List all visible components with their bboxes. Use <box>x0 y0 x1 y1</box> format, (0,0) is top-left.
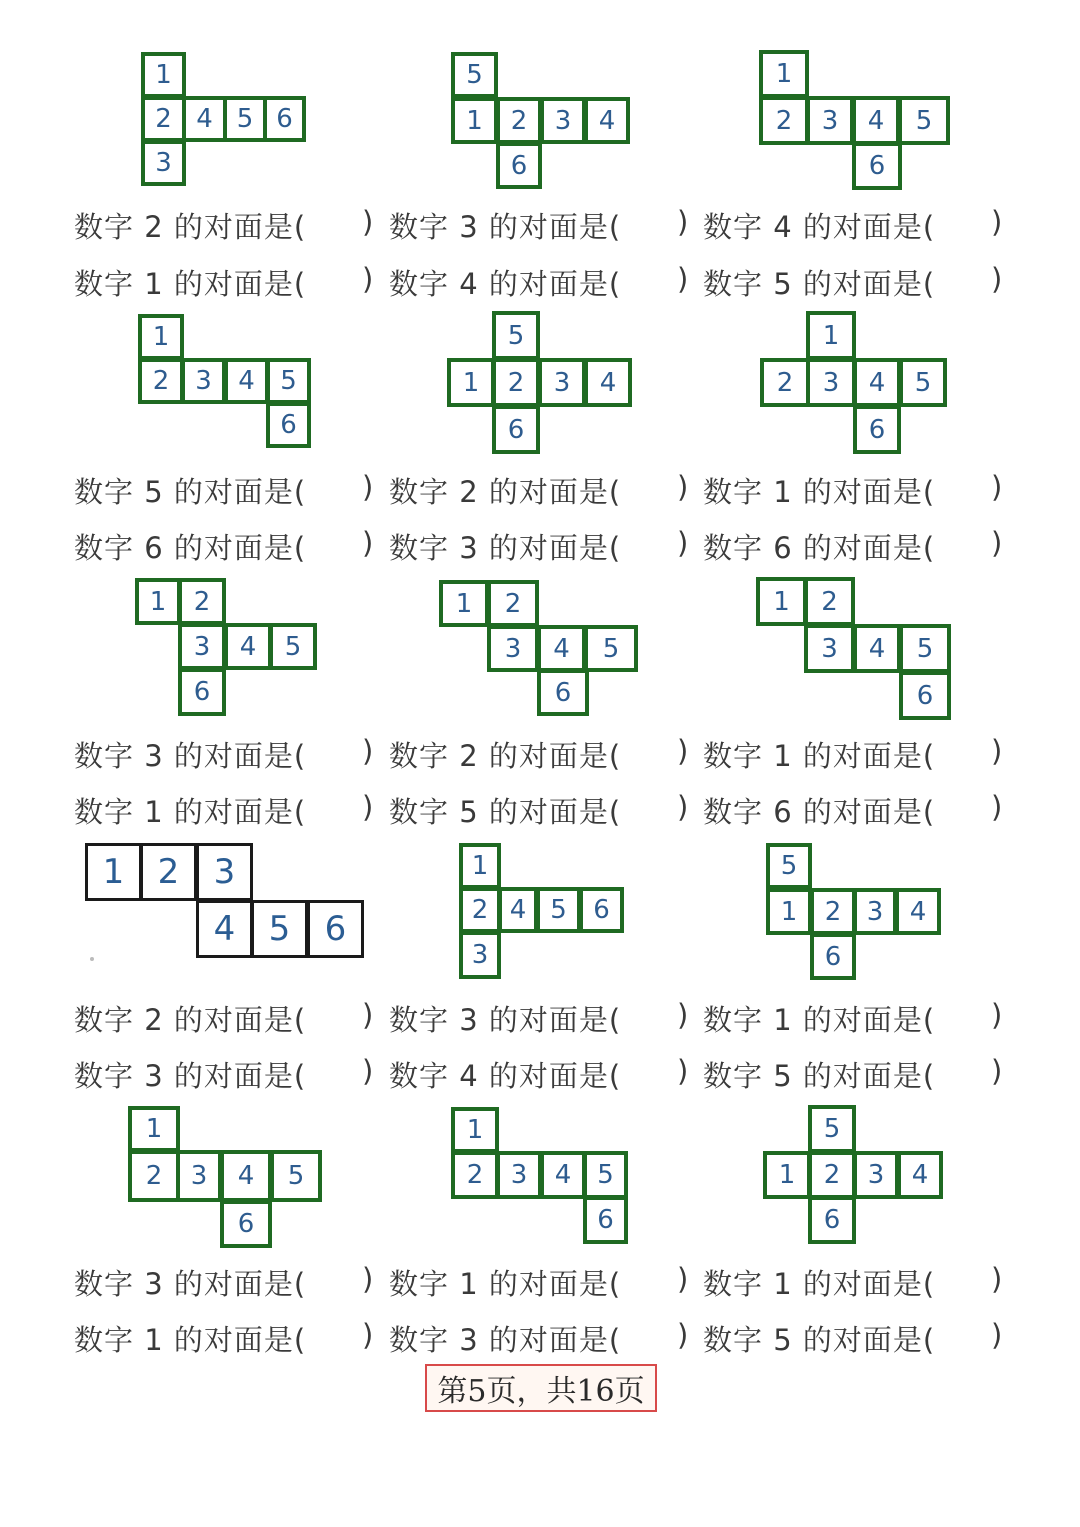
net-cell: 4 <box>584 97 630 144</box>
net-cell: 6 <box>808 1196 856 1244</box>
net-cell: 3 <box>853 888 897 935</box>
net-cell: 1 <box>128 1106 180 1152</box>
net-cell: 4 <box>196 900 253 958</box>
question-suffix: 的对面是( <box>173 267 307 301</box>
question-line <box>389 1262 690 1303</box>
question-prefix: 数字 <box>703 1323 764 1357</box>
net-cell: 3 <box>181 358 226 404</box>
net-cell: 5 <box>584 625 638 672</box>
question-suffix: 的对面是( <box>173 739 307 773</box>
net-cell: 2 <box>759 96 809 145</box>
question-number: 1 <box>763 475 803 509</box>
question-suffix: 的对面是( <box>802 739 936 773</box>
question-prefix: 数字 <box>74 1323 135 1357</box>
net-cell: 2 <box>808 1151 856 1199</box>
question-number: 4 <box>449 267 489 301</box>
net-cell: 5 <box>451 52 498 98</box>
question-line <box>389 1318 690 1359</box>
question-line <box>74 734 375 775</box>
question-prefix: 数字 <box>703 210 764 244</box>
question-suffix: 的对面是( <box>488 1323 622 1357</box>
question-prefix: 数字 <box>74 1267 135 1301</box>
answer-blank-close: ) <box>991 1262 1004 1296</box>
question-suffix: 的对面是( <box>173 1267 307 1301</box>
question-line <box>389 526 690 567</box>
question-suffix: 的对面是( <box>173 475 307 509</box>
net-cell: 2 <box>138 358 184 404</box>
question-prefix: 数字 <box>389 267 450 301</box>
net-cell: 4 <box>897 1151 943 1199</box>
net-cell: 6 <box>266 402 311 448</box>
net-cell: 4 <box>498 887 538 933</box>
net-cell: 6 <box>583 1196 628 1244</box>
net-cell: 6 <box>178 668 226 716</box>
answer-blank-close: ) <box>362 734 375 768</box>
question-number: 1 <box>134 267 174 301</box>
question-line <box>74 262 375 303</box>
net-cell: 3 <box>806 358 856 407</box>
question-suffix: 的对面是( <box>488 795 622 829</box>
question-line <box>74 470 375 511</box>
net-cell: 4 <box>853 358 901 407</box>
net-cell: 3 <box>141 140 186 186</box>
question-suffix: 的对面是( <box>488 739 622 773</box>
net-cell: 5 <box>899 624 951 673</box>
question-number: 2 <box>134 210 174 244</box>
answer-blank-close: ) <box>677 470 690 504</box>
answer-blank-close: ) <box>991 998 1004 1032</box>
net-cell: 2 <box>451 1151 499 1199</box>
answer-blank-close: ) <box>677 1318 690 1352</box>
question-line <box>74 526 375 567</box>
question-suffix: 的对面是( <box>802 267 936 301</box>
question-prefix: 数字 <box>74 267 135 301</box>
question-prefix: 数字 <box>703 1003 764 1037</box>
net-cell: 6 <box>852 142 902 190</box>
answer-blank-close: ) <box>677 205 690 239</box>
answer-blank-close: ) <box>677 262 690 296</box>
net-cell: 5 <box>583 1151 628 1199</box>
net-cell: 3 <box>806 96 854 145</box>
net-cell: 3 <box>178 623 226 670</box>
net-cell: 4 <box>540 1151 586 1199</box>
question-line <box>389 470 690 511</box>
page-footer: 第5页，共16页 <box>425 1364 657 1412</box>
question-line <box>74 205 375 246</box>
net-cell: 2 <box>141 96 186 142</box>
question-suffix: 的对面是( <box>488 475 622 509</box>
question-number: 6 <box>134 531 174 565</box>
question-suffix: 的对面是( <box>488 267 622 301</box>
question-line <box>389 734 690 775</box>
net-cell: 1 <box>451 97 498 144</box>
question-line <box>74 790 375 831</box>
net-cell: 4 <box>220 1150 272 1202</box>
question-prefix: 数字 <box>389 210 450 244</box>
net-cell: 2 <box>804 577 855 626</box>
net-cell: 3 <box>853 1151 899 1199</box>
stray-dot <box>90 957 94 961</box>
net-cell: 5 <box>899 358 947 407</box>
question-prefix: 数字 <box>389 1003 450 1037</box>
net-cell: 1 <box>756 577 807 626</box>
question-number: 6 <box>763 795 803 829</box>
question-suffix: 的对面是( <box>802 210 936 244</box>
question-suffix: 的对面是( <box>488 1059 622 1093</box>
net-cell: 1 <box>806 311 856 360</box>
net-cell: 3 <box>540 97 586 144</box>
question-suffix: 的对面是( <box>802 1267 936 1301</box>
question-line <box>703 470 1004 511</box>
net-cell: 6 <box>492 405 540 454</box>
question-line <box>703 1054 1004 1095</box>
question-number: 1 <box>763 1267 803 1301</box>
question-prefix: 数字 <box>389 1267 450 1301</box>
net-cell: 3 <box>487 625 539 672</box>
net-cell: 4 <box>224 358 269 404</box>
net-cell: 6 <box>810 933 856 980</box>
question-prefix: 数字 <box>389 475 450 509</box>
question-suffix: 的对面是( <box>488 531 622 565</box>
net-cell: 4 <box>537 625 586 672</box>
net-cell: 3 <box>196 843 253 901</box>
question-line <box>74 1318 375 1359</box>
question-suffix: 的对面是( <box>802 1003 936 1037</box>
net-cell: 5 <box>898 96 950 145</box>
net-cell: 2 <box>760 358 810 407</box>
question-number: 1 <box>763 739 803 773</box>
net-cell: 3 <box>459 931 501 979</box>
net-cell: 2 <box>492 358 540 407</box>
net-cell: 1 <box>138 314 184 360</box>
answer-blank-close: ) <box>362 205 375 239</box>
question-line <box>74 998 375 1039</box>
net-cell: 4 <box>852 96 900 145</box>
question-number: 5 <box>763 267 803 301</box>
question-prefix: 数字 <box>703 1267 764 1301</box>
question-suffix: 的对面是( <box>802 795 936 829</box>
question-prefix: 数字 <box>389 795 450 829</box>
net-cell: 2 <box>487 580 539 627</box>
question-number: 3 <box>134 739 174 773</box>
net-cell: 6 <box>853 405 901 454</box>
net-cell: 1 <box>439 580 489 627</box>
question-suffix: 的对面是( <box>488 210 622 244</box>
net-cell: 2 <box>140 843 197 901</box>
net-cell: 4 <box>584 358 632 407</box>
question-number: 2 <box>449 475 489 509</box>
question-line <box>703 1318 1004 1359</box>
answer-blank-close: ) <box>362 1262 375 1296</box>
answer-blank-close: ) <box>991 1318 1004 1352</box>
question-prefix: 数字 <box>703 267 764 301</box>
question-number: 3 <box>449 531 489 565</box>
question-prefix: 数字 <box>74 1003 135 1037</box>
net-cell: 1 <box>759 50 809 98</box>
question-prefix: 数字 <box>74 210 135 244</box>
question-line <box>703 998 1004 1039</box>
net-cell: 3 <box>496 1151 542 1199</box>
question-number: 5 <box>763 1323 803 1357</box>
question-number: 1 <box>134 795 174 829</box>
question-number: 1 <box>134 1323 174 1357</box>
answer-blank-close: ) <box>362 526 375 560</box>
answer-blank-close: ) <box>991 790 1004 824</box>
answer-blank-close: ) <box>991 205 1004 239</box>
question-prefix: 数字 <box>74 475 135 509</box>
question-line <box>703 526 1004 567</box>
question-prefix: 数字 <box>703 531 764 565</box>
question-number: 3 <box>449 210 489 244</box>
net-cell: 4 <box>182 96 227 142</box>
answer-blank-close: ) <box>991 262 1004 296</box>
question-number: 2 <box>449 739 489 773</box>
answer-blank-close: ) <box>362 998 375 1032</box>
question-number: 3 <box>449 1003 489 1037</box>
question-line <box>389 262 690 303</box>
net-cell: 1 <box>451 1107 499 1153</box>
question-line <box>74 1054 375 1095</box>
net-cell: 1 <box>447 358 495 407</box>
question-line <box>74 1262 375 1303</box>
question-suffix: 的对面是( <box>488 1003 622 1037</box>
question-line <box>703 262 1004 303</box>
question-number: 2 <box>134 1003 174 1037</box>
net-cell: 1 <box>763 1151 811 1199</box>
question-number: 5 <box>763 1059 803 1093</box>
net-cell: 3 <box>538 358 586 407</box>
net-cell: 1 <box>135 578 181 625</box>
question-prefix: 数字 <box>703 795 764 829</box>
question-number: 3 <box>449 1323 489 1357</box>
net-cell: 2 <box>496 97 542 144</box>
question-number: 5 <box>449 795 489 829</box>
net-cell: 6 <box>899 671 951 720</box>
net-cell: 6 <box>263 96 306 142</box>
question-prefix: 数字 <box>389 531 450 565</box>
question-suffix: 的对面是( <box>173 1323 307 1357</box>
net-cell: 6 <box>496 142 542 189</box>
net-cell: 6 <box>307 900 364 958</box>
question-suffix: 的对面是( <box>802 531 936 565</box>
answer-blank-close: ) <box>677 526 690 560</box>
question-number: 3 <box>134 1267 174 1301</box>
question-suffix: 的对面是( <box>173 531 307 565</box>
question-prefix: 数字 <box>74 531 135 565</box>
answer-blank-close: ) <box>362 1318 375 1352</box>
net-cell: 5 <box>223 96 267 142</box>
question-number: 1 <box>449 1267 489 1301</box>
net-cell: 2 <box>810 888 856 935</box>
net-cell: 5 <box>266 358 311 404</box>
question-suffix: 的对面是( <box>173 1003 307 1037</box>
question-suffix: 的对面是( <box>488 1267 622 1301</box>
question-suffix: 的对面是( <box>173 795 307 829</box>
question-line <box>389 205 690 246</box>
question-line <box>703 734 1004 775</box>
question-suffix: 的对面是( <box>802 1059 936 1093</box>
net-cell: 2 <box>178 578 226 625</box>
net-cell: 5 <box>536 887 581 933</box>
question-number: 6 <box>763 531 803 565</box>
net-cell: 4 <box>853 624 901 673</box>
question-number: 1 <box>763 1003 803 1037</box>
question-number: 4 <box>449 1059 489 1093</box>
question-line <box>703 1262 1004 1303</box>
question-suffix: 的对面是( <box>173 210 307 244</box>
net-cell: 3 <box>176 1150 222 1202</box>
question-line <box>703 205 1004 246</box>
question-prefix: 数字 <box>74 1059 135 1093</box>
net-cell: 1 <box>766 888 812 935</box>
question-prefix: 数字 <box>703 1059 764 1093</box>
net-cell: 2 <box>128 1150 180 1202</box>
question-prefix: 数字 <box>703 739 764 773</box>
net-cell: 6 <box>537 669 589 716</box>
answer-blank-close: ) <box>362 470 375 504</box>
net-cell: 4 <box>224 623 272 670</box>
answer-blank-close: ) <box>362 262 375 296</box>
question-prefix: 数字 <box>389 739 450 773</box>
net-cell: 1 <box>141 52 186 98</box>
net-cell: 5 <box>808 1105 856 1153</box>
question-line <box>389 790 690 831</box>
question-line <box>389 998 690 1039</box>
answer-blank-close: ) <box>991 734 1004 768</box>
net-cell: 5 <box>270 1150 322 1202</box>
question-suffix: 的对面是( <box>802 475 936 509</box>
question-number: 5 <box>134 475 174 509</box>
net-cell: 2 <box>459 887 501 933</box>
question-suffix: 的对面是( <box>802 1323 936 1357</box>
net-cell: 5 <box>251 900 308 958</box>
question-line <box>703 790 1004 831</box>
question-prefix: 数字 <box>389 1059 450 1093</box>
answer-blank-close: ) <box>362 790 375 824</box>
question-prefix: 数字 <box>74 739 135 773</box>
answer-blank-close: ) <box>677 998 690 1032</box>
answer-blank-close: ) <box>991 526 1004 560</box>
answer-blank-close: ) <box>677 1262 690 1296</box>
net-cell: 5 <box>766 843 812 889</box>
net-cell: 1 <box>85 843 142 901</box>
answer-blank-close: ) <box>362 1054 375 1088</box>
net-cell: 6 <box>579 887 624 933</box>
question-prefix: 数字 <box>703 475 764 509</box>
question-number: 3 <box>134 1059 174 1093</box>
answer-blank-close: ) <box>677 790 690 824</box>
net-cell: 1 <box>459 843 501 889</box>
answer-blank-close: ) <box>991 1054 1004 1088</box>
net-cell: 5 <box>269 623 317 670</box>
answer-blank-close: ) <box>991 470 1004 504</box>
question-prefix: 数字 <box>389 1323 450 1357</box>
question-prefix: 数字 <box>74 795 135 829</box>
answer-blank-close: ) <box>677 1054 690 1088</box>
net-cell: 5 <box>492 311 540 360</box>
net-cell: 6 <box>220 1200 272 1248</box>
answer-blank-close: ) <box>677 734 690 768</box>
question-number: 4 <box>763 210 803 244</box>
net-cell: 3 <box>804 624 855 673</box>
net-cell: 4 <box>895 888 941 935</box>
question-suffix: 的对面是( <box>173 1059 307 1093</box>
question-line <box>389 1054 690 1095</box>
